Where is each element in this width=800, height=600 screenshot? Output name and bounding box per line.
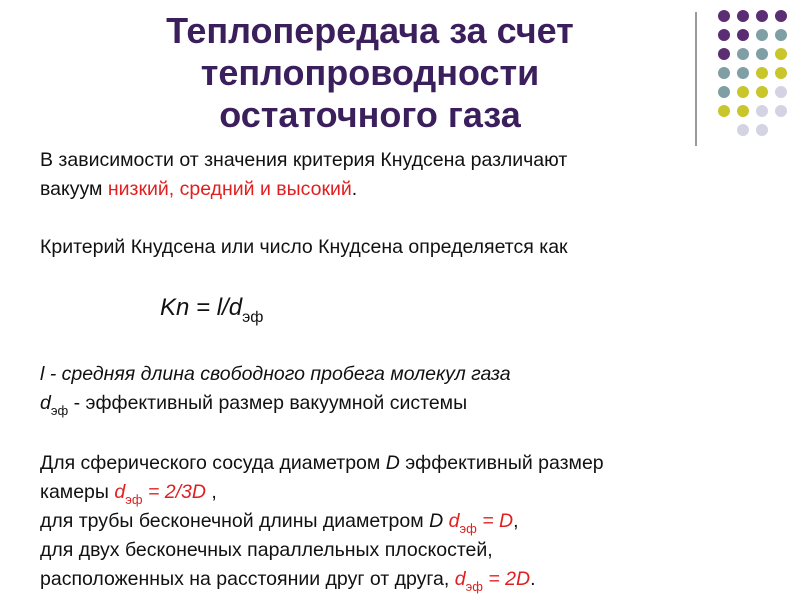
sphere-case-line-1	[40, 450, 604, 476]
slide-title	[100, 10, 640, 136]
dot	[737, 105, 749, 117]
planes-case-line-1	[40, 537, 493, 563]
title-line-1: Теплопередача за счет	[166, 10, 574, 51]
title-line-2: теплопроводности	[200, 52, 540, 93]
dot	[775, 29, 787, 41]
dot	[737, 10, 749, 22]
dot	[756, 29, 768, 41]
dot	[718, 48, 730, 60]
dot	[775, 86, 787, 98]
text-run: для двух бесконечных параллельных плоскостей,	[40, 539, 493, 561]
text-run: - эффективный размер вакуумной системы	[68, 392, 468, 414]
dot	[756, 48, 768, 60]
text-run: В зависимости от значения критерия Кнудсена различают	[40, 149, 568, 171]
subscript: эф	[459, 521, 477, 536]
knudsen-formula	[160, 294, 263, 327]
formula-subscript: эф	[242, 309, 264, 326]
mean-free-path-definition	[40, 361, 511, 387]
dot	[737, 86, 749, 98]
dot	[756, 124, 768, 136]
subscript: эф	[50, 403, 69, 418]
text-run: эффективный размер	[399, 452, 604, 474]
planes-case-line-2	[40, 566, 536, 600]
dot	[718, 86, 730, 98]
subscript: эф	[465, 579, 483, 594]
dot	[775, 48, 787, 60]
text-run: для трубы бесконечной длины диаметром	[40, 510, 430, 532]
text-run: ,	[205, 481, 217, 503]
symbol-d: d	[454, 568, 466, 590]
symbol-D: D	[429, 510, 444, 532]
formula-main: Kn = l/d	[160, 294, 243, 321]
dot	[737, 48, 749, 60]
vacuum-types-highlight: низкий, средний и высокий	[107, 178, 352, 200]
text-run: расположенных на расстоянии друг от друга,	[40, 568, 455, 590]
title-line-3: остаточного газа	[219, 94, 521, 135]
dot	[775, 105, 787, 117]
tube-formula: = D	[476, 510, 514, 532]
text-run: Критерий Кнудсена или число Кнудсена определяется как	[40, 236, 568, 258]
sphere-formula: = 2/3D	[142, 481, 206, 503]
text-run: ,	[513, 510, 519, 532]
symbol-d: d	[114, 481, 126, 503]
planes-formula: = 2D	[482, 568, 531, 590]
dot	[756, 67, 768, 79]
symbol-D: D	[385, 452, 400, 474]
dot	[737, 124, 749, 136]
dot	[756, 105, 768, 117]
dot	[775, 10, 787, 22]
dot	[718, 29, 730, 41]
decorative-divider	[695, 12, 697, 146]
dot	[756, 86, 768, 98]
text-run: камеры	[40, 481, 115, 503]
effective-size-definition	[40, 390, 467, 424]
symbol-d: d	[448, 510, 460, 532]
text-run: Для сферического сосуда диаметром	[40, 452, 386, 474]
dot	[718, 10, 730, 22]
knudsen-intro-line-2	[40, 176, 357, 202]
dot	[718, 67, 730, 79]
knudsen-definition-line	[40, 234, 568, 260]
dot	[737, 67, 749, 79]
text-run: вакуум	[40, 178, 108, 200]
dot	[737, 29, 749, 41]
subscript: эф	[125, 492, 143, 507]
dot	[756, 10, 768, 22]
dot	[718, 105, 730, 117]
decorative-dot-grid	[700, 8, 800, 138]
text-run: .	[351, 178, 358, 200]
symbol-d: d	[40, 392, 51, 414]
text-run: l - средняя длина свободного пробега молекул газа	[40, 363, 511, 385]
text-run: .	[530, 568, 536, 590]
knudsen-intro-line-1	[40, 147, 567, 173]
dot	[775, 67, 787, 79]
